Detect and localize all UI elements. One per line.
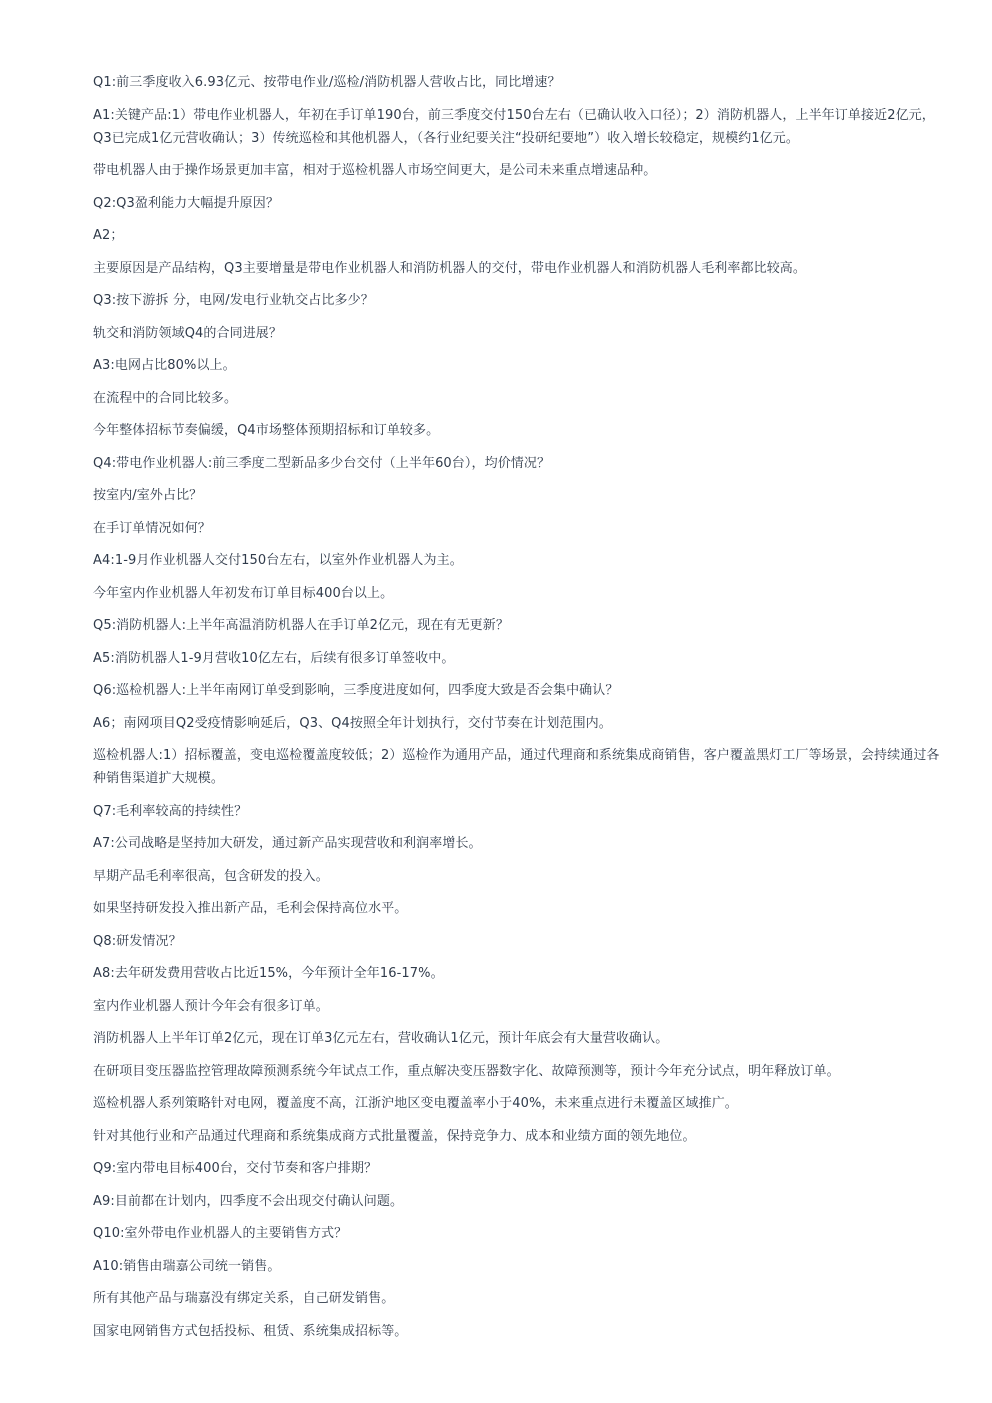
q8-question: Q8:研发情况？ bbox=[93, 933, 182, 949]
a5-answer: A5:消防机器人1-9月营收10亿左右，后续有很多订单签收中。 bbox=[93, 650, 455, 666]
a8-answer: A8:去年研发费用营收占比近15%，今年预计全年16-17%。 bbox=[93, 966, 444, 981]
a6-note: 巡检机器人:1）招标覆盖，变电巡检覆盖度较低；2）巡检作为通用产品，通过代理商和系统集成商销售，客户覆盖黑灯工厂等场景，会持续通过各种销售渠道扩大规模。 bbox=[93, 748, 940, 786]
a2-answer: 主要原因是产品结构，Q3主要增量是带电作业机器人和消防机器人的交付，带电作业机器人和消防机器人毛利率都比较高。 bbox=[93, 260, 807, 276]
a10-answer: A10:销售由瑞嘉公司统一销售。 bbox=[93, 1258, 281, 1274]
a6-answer: A6；南网项目Q2受疫情影响延后，Q3、Q4按照全年计划执行，交付节奏在计划范围内。 bbox=[93, 715, 612, 731]
a4-note: 今年室内作业机器人年初发布订单目标400台以上。 bbox=[93, 585, 394, 601]
q9-question: Q9:室内带电目标400台，交付节奏和客户排期？ bbox=[93, 1161, 378, 1176]
q7-question: Q7:毛利率较高的持续性？ bbox=[93, 803, 248, 819]
a3-note-2: 今年整体招标节奏偏缓，Q4市场整体预期招标和订单较多。 bbox=[93, 423, 440, 438]
a10-note-2: 国家电网销售方式包括投标、租赁、系统集成招标等。 bbox=[93, 1323, 408, 1339]
a2-label: A2； bbox=[93, 228, 124, 243]
a1-note: 带电机器人由于操作场景更加丰富，相对于巡检机器人市场空间更大，是公司未来重点增速品种。 bbox=[93, 163, 657, 178]
a9-answer: A9:目前都在计划内，四季度不会出现交付确认问题。 bbox=[93, 1193, 404, 1209]
q3-question: Q3:按下游拆 分，电网/发电行业轨交占比多少？ bbox=[93, 293, 374, 308]
a1-answer: A1:关键产品:1）带电作业机器人，年初在手订单190台，前三季度交付150台左右（已确认收入口径）；2）消防机器人，上半年订单接近2亿元，Q3已完成1亿元营收确认；3）传统巡检和其他机器人，（各行业纪要关注“投研纪要地”）收入增长较稳定，规模约1亿元。 bbox=[93, 107, 935, 146]
q3-question-followup: 轨交和消防领域Q4的合同进展？ bbox=[93, 325, 283, 341]
a8-note-3: 在研项目变压器监控管理故障预测系统今年试点工作，重点解决变压器数字化、故障预测等，预计今年充分试点，明年释放订单。 bbox=[93, 1063, 840, 1079]
q10-question: Q10:室外带电作业机器人的主要销售方式？ bbox=[93, 1226, 348, 1241]
a7-note-1: 早期产品毛利率很高，包含研发的投入。 bbox=[93, 868, 329, 884]
a3-note-1: 在流程中的合同比较多。 bbox=[93, 390, 238, 406]
a8-note-4: 巡检机器人系列策略针对电网，覆盖度不高，江浙沪地区变电覆盖率小于40%，未来重点进行未覆盖区域推广。 bbox=[93, 1096, 738, 1111]
q2-question: Q2:Q3盈利能力大幅提升原因？ bbox=[93, 195, 279, 211]
q4-question-followup-1: 按室内/室外占比？ bbox=[93, 488, 203, 503]
q6-question: Q6:巡检机器人:上半年南网订单受到影响，三季度进度如何，四季度大致是否会集中确认？ bbox=[93, 683, 619, 698]
q4-question: Q4:带电作业机器人:前三季度二型新品多少台交付（上半年60台），均价情况？ bbox=[93, 455, 551, 471]
q5-question: Q5:消防机器人:上半年高温消防机器人在手订单2亿元，现在有无更新？ bbox=[93, 618, 509, 633]
a7-note-2: 如果坚持研发投入推出新产品，毛利会保持高位水平。 bbox=[93, 901, 408, 916]
a8-note-2: 消防机器人上半年订单2亿元，现在订单3亿元左右，营收确认1亿元，预计年底会有大量营收确认。 bbox=[93, 1031, 669, 1046]
a7-answer: A7:公司战略是坚持加大研发，通过新产品实现营收和利润率增长。 bbox=[93, 836, 482, 851]
a4-answer: A4:1-9月作业机器人交付150台左右，以室外作业机器人为主。 bbox=[93, 553, 463, 568]
a8-note-5: 针对其他行业和产品通过代理商和系统集成商方式批量覆盖，保持竞争力、成本和业绩方面的领先地位。 bbox=[93, 1128, 696, 1144]
a8-note-1: 室内作业机器人预计今年会有很多订单。 bbox=[93, 998, 329, 1014]
document-body bbox=[93, 71, 943, 1352]
a3-answer: A3:电网占比80%以上。 bbox=[93, 358, 236, 373]
q1-question: Q1:前三季度收入6.93亿元、按带电作业/巡检/消防机器人营收占比，同比增速？ bbox=[93, 75, 561, 90]
q4-question-followup-2: 在手订单情况如何？ bbox=[93, 520, 211, 536]
a10-note-1: 所有其他产品与瑞嘉没有绑定关系，自己研发销售。 bbox=[93, 1291, 395, 1306]
